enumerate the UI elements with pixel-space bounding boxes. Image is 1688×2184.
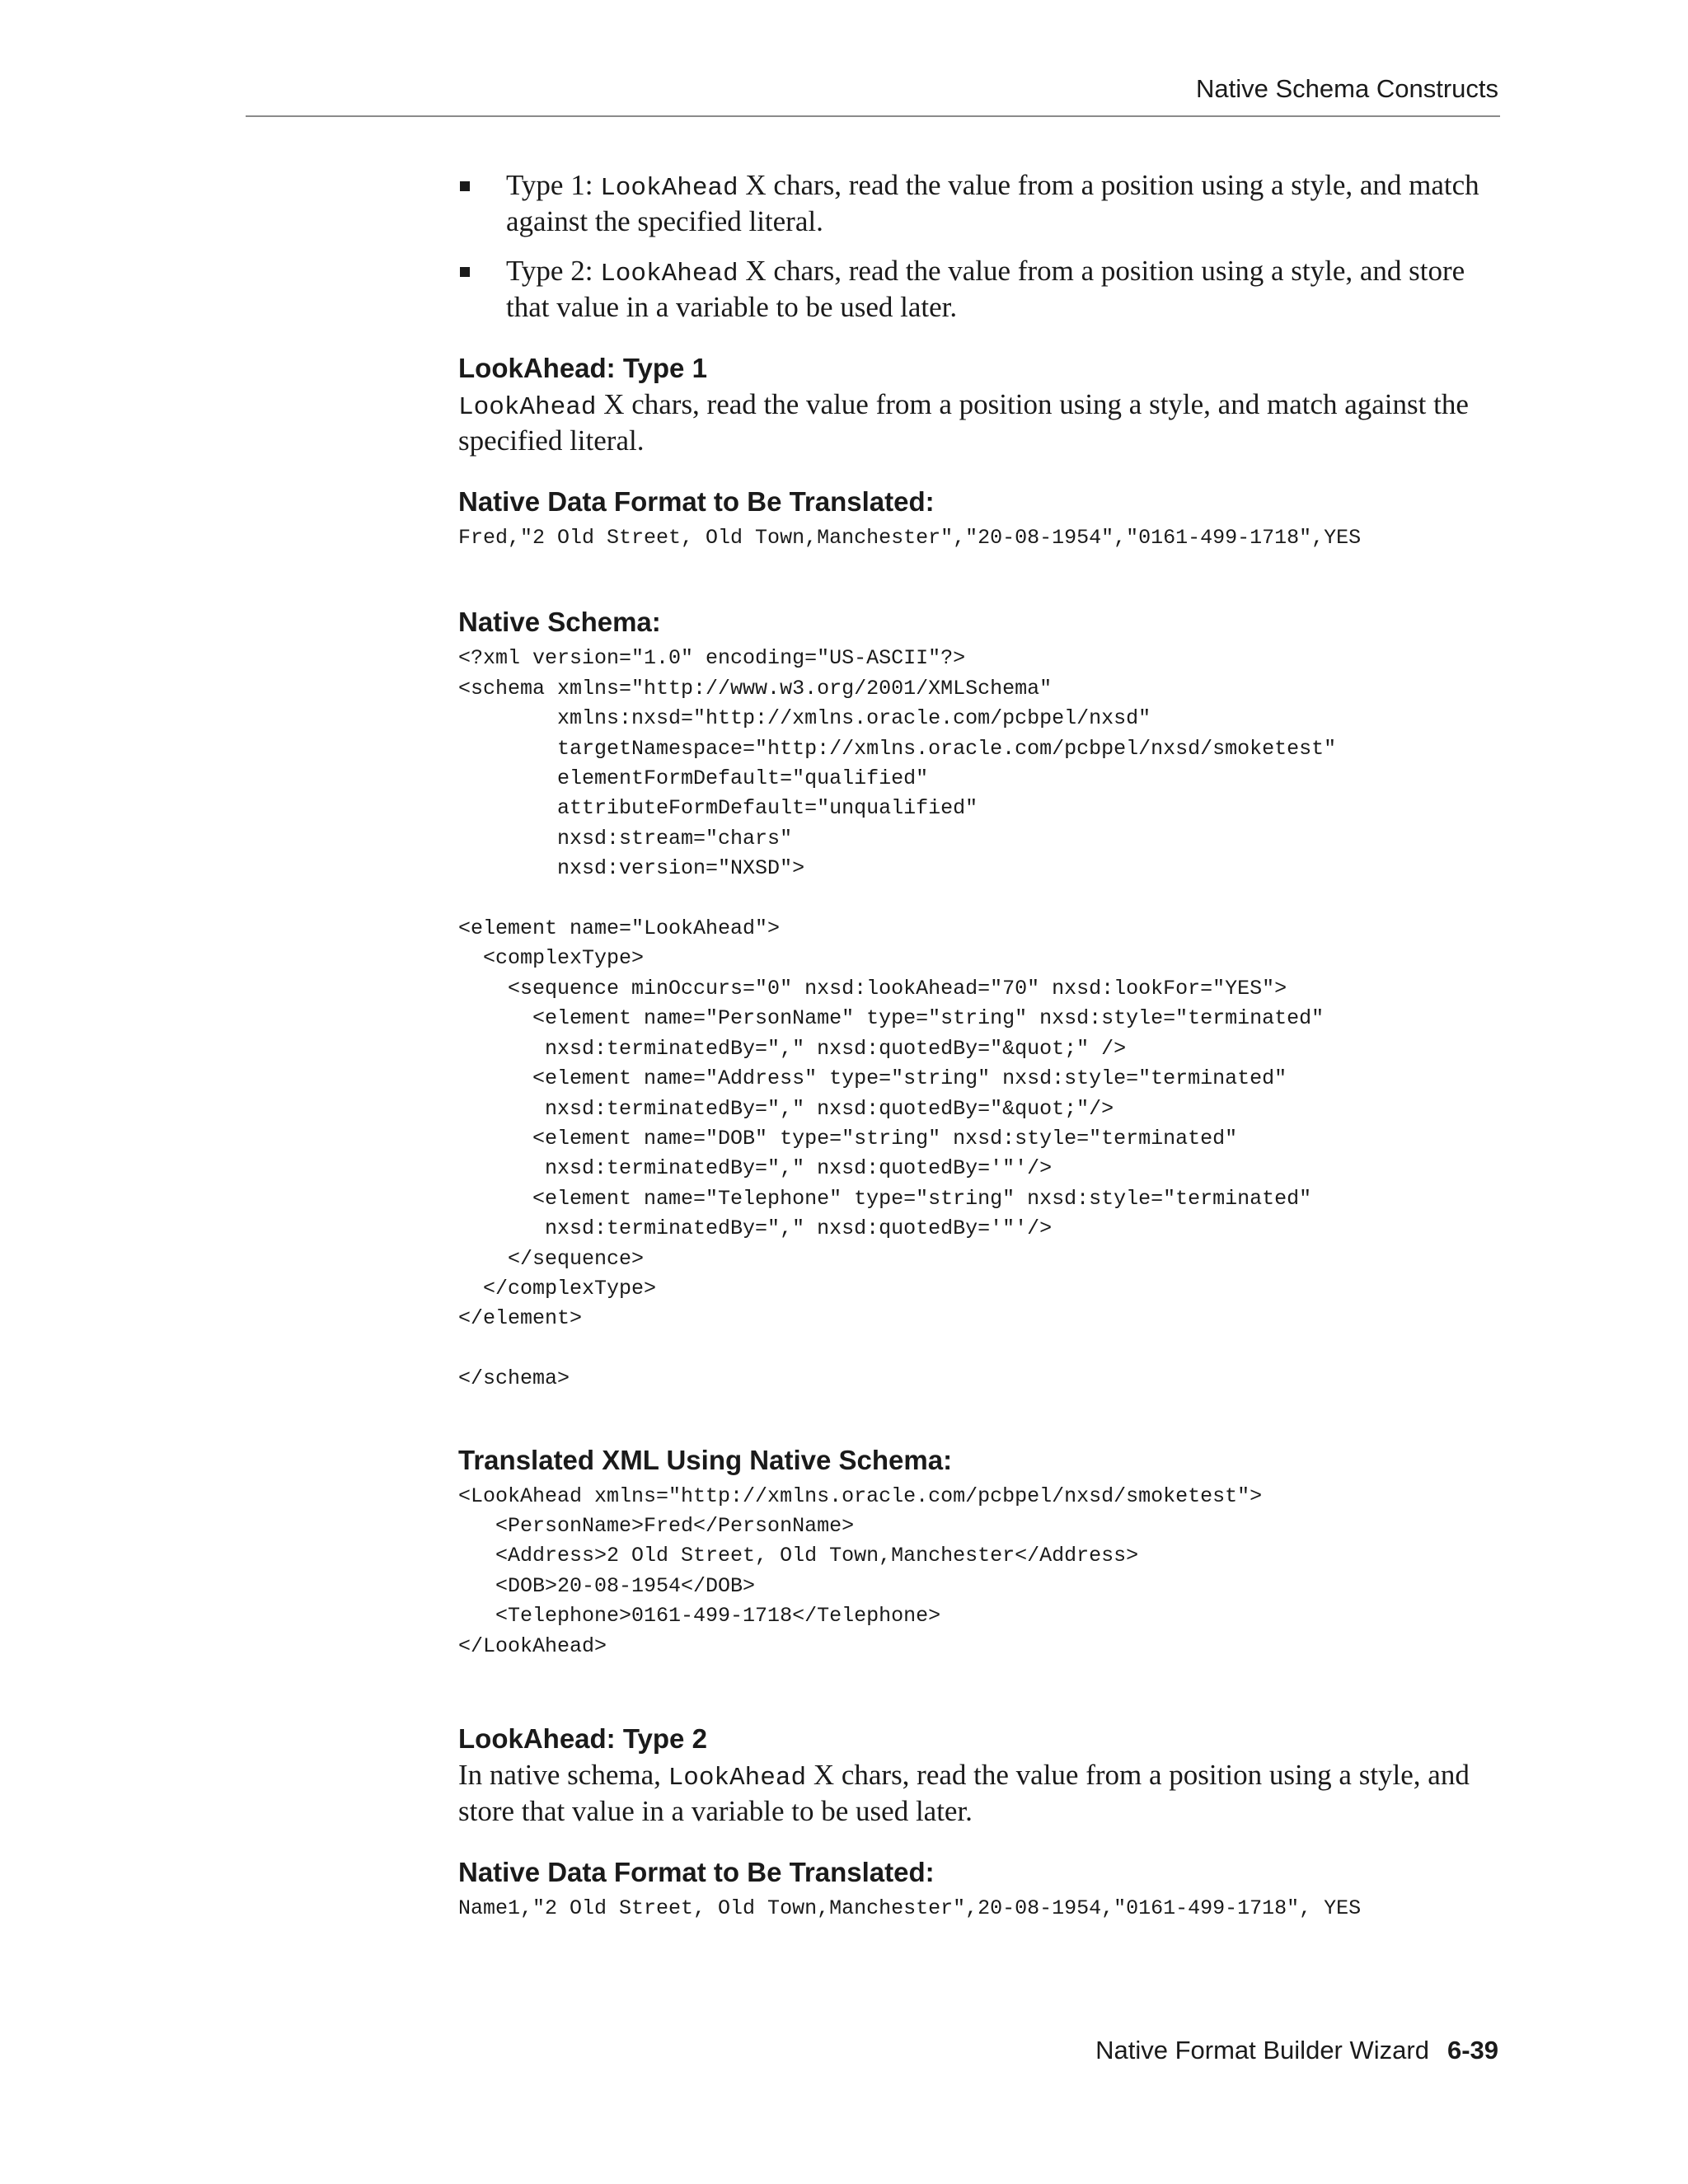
native-data-sample-type2: Name1,"2 Old Street, Old Town,Manchester",20-08-1954,"0161-499-1718", YES <box>458 1896 1362 1920</box>
intro-bullet-list <box>458 169 1500 324</box>
bullet-text: X chars, read the value from a position using a style, and match against the specified literal. <box>506 169 1479 237</box>
header-rule <box>246 115 1500 117</box>
list-item <box>458 255 1500 324</box>
page-content <box>458 169 1500 1924</box>
subheading-native-data: Native Data Format to Be Translated: <box>458 486 935 517</box>
square-bullet-icon <box>460 267 470 277</box>
running-header: Native Schema Constructs <box>1196 74 1498 103</box>
inline-code: LookAhead <box>600 174 738 203</box>
native-data-sample: Fred,"2 Old Street, Old Town,Manchester","20-08-1954","0161-499-1718",YES <box>458 526 1362 550</box>
bullet-prefix: Type 2: <box>506 255 601 287</box>
subheading-native-data-type2: Native Data Format to Be Translated: <box>458 1857 935 1887</box>
inline-code: LookAhead <box>600 260 738 288</box>
description-text: X chars, read the value from a position using a style, and store that value in a variable to be used later. <box>458 1759 1470 1827</box>
description-text: X chars, read the value from a position using a style, and match against the specified literal. <box>458 388 1469 457</box>
page-number: 6-39 <box>1447 2036 1498 2064</box>
inline-code: LookAhead <box>458 393 597 422</box>
type2-description <box>458 1759 1500 1828</box>
section-heading-type2: LookAhead: Type 2 <box>458 1723 707 1754</box>
subheading-native-schema: Native Schema: <box>458 607 661 638</box>
native-schema-code: <?xml version="1.0" encoding="US-ASCII"?> <schema xmlns="http://www.w3.org/2001/XMLSchema" xmlns:nxsd="http://xmlns.oracle.com/pcbpel/nxsd" targetNamespace="http://xmlns.oracle.com/pcbpel/nxsd/smoketest" elementFormDefault="qualified" attributeFormDefault="unqualified" nxsd:stream="chars" nxsd:version="NXSD"> <element name="LookAhead"> <complexType> <sequence minOccurs="0" nxsd:lookAhead="70" nxsd:lookFor="YES"> <element name="PersonName" type="string" nxsd:style="terminated" nxsd:terminatedBy="," nxsd:quotedBy="&quot;" /> <element name="Address" type="string" nxsd:style="terminated" nxsd:terminatedBy="," nxsd:quotedBy="&quot;"/> <element name="DOB" type="string" nxsd:style="terminated" nxsd:terminatedBy="," nxsd:quotedBy='"'/> <element name="Telephone" type="string" nxsd:style="terminated" nxsd:terminatedBy="," nxsd:quotedBy='"'/> </sequence> </complexType> </element> </schema> <box>458 646 1337 1391</box>
type1-description <box>458 388 1500 457</box>
translated-xml-code: <LookAhead xmlns="http://xmlns.oracle.com/pcbpel/nxsd/smoketest"> <PersonName>Fred</PersonName> <Address>2 Old Street, Old Town,Manchester</Address> <DOB>20-08-1954</DOB> <Telephone>0161-499-1718</Telephone> </LookAhead> <box>458 1483 1263 1658</box>
section-heading-type1: LookAhead: Type 1 <box>458 353 707 383</box>
description-prefix: In native schema, <box>458 1759 668 1791</box>
bullet-prefix: Type 1: <box>506 169 601 201</box>
square-bullet-icon <box>460 181 470 191</box>
bullet-text: X chars, read the value from a position using a style, and store that value in a variable to be used later. <box>506 255 1465 323</box>
list-item <box>458 169 1500 238</box>
footer-title: Native Format Builder Wizard <box>1095 2036 1429 2064</box>
inline-code: LookAhead <box>668 1764 807 1793</box>
subheading-translated-xml: Translated XML Using Native Schema: <box>458 1444 953 1475</box>
page-footer <box>1095 2036 1498 2065</box>
